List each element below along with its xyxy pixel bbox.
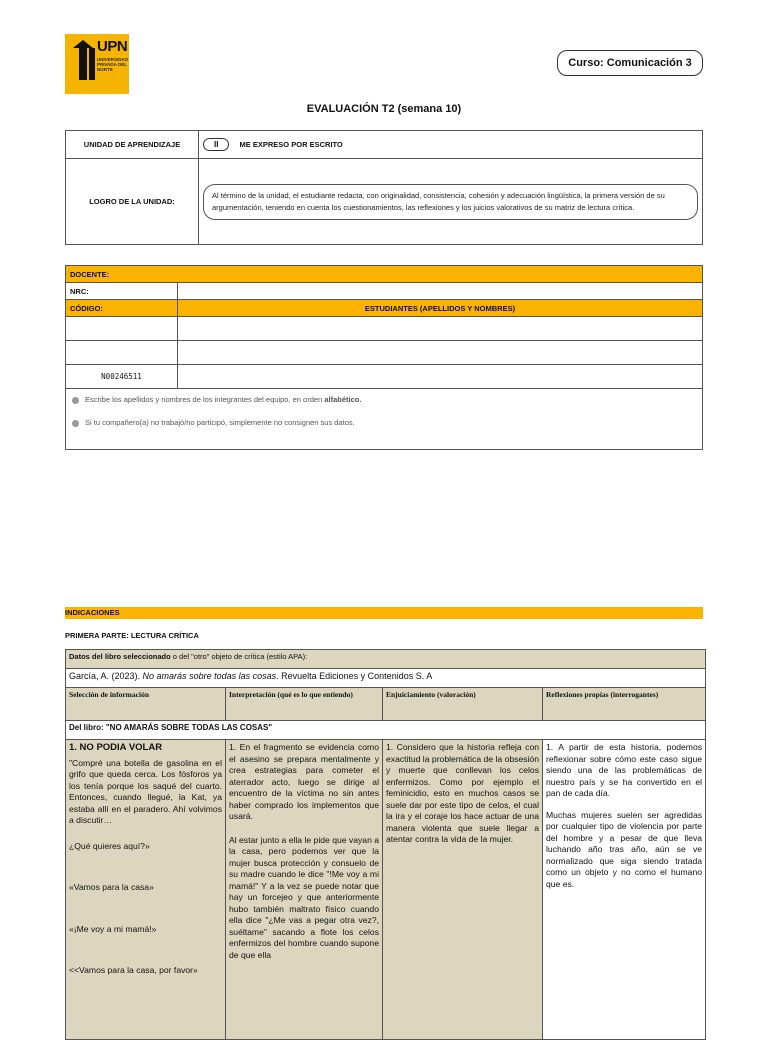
note-1: Escribe los apellidos y nombres de los integrantes del equipo, en orden alfabético. <box>72 395 696 404</box>
codigo-label: CÓDIGO: <box>66 300 178 317</box>
logo-subtext: UNIVERSIDAD PRIVADA DEL NORTE <box>97 57 129 72</box>
seleccion-p3: «Vamos para la casa» <box>69 882 154 892</box>
nrc-value[interactable] <box>178 283 703 300</box>
col-header-seleccion: Selección de información <box>66 688 226 721</box>
team-notes <box>66 389 703 450</box>
logro-cell <box>199 159 703 245</box>
unidad-number: II <box>203 138 229 151</box>
bullet-icon <box>72 420 79 427</box>
estudiantes-label: ESTUDIANTES (APELLIDOS Y NOMBRES) <box>178 300 703 317</box>
apa-citation[interactable]: García, A. (2023). No amarás sobre todas las cosas. Revuelta Ediciones y Contenidos S. A <box>66 669 706 688</box>
note-2: Si tu compañero(a) no trabajó/no participó, simplemente no consignen sus datos. <box>72 418 696 427</box>
logo-text: UPN <box>97 38 128 55</box>
interpretacion-p1: 1. En el fragmento se evidencia como el asesino se prepara mentalmente y crea estrategias para cometer el aterrador acto, luego se dirige al encuentro de la víctima no sin antes haber comprado los implementos que usará. <box>229 742 379 821</box>
unit-table <box>65 130 703 245</box>
page-title: EVALUACIÓN T2 (semana 10) <box>306 103 462 115</box>
student-name[interactable] <box>178 341 703 365</box>
reflexiones-p2: Muchas mujeres suelen ser agredidas por cualquier tipo de violencia por parte del hombre y a pesar de que lleva luchando año tras año, aún se ve normalizado que siga siendo tratada como un objeto y no como el humano que es. <box>546 809 703 889</box>
datos-label: Datos del libro seleccionado o del "otro" objeto de crítica (estilo APA): <box>66 650 706 669</box>
bullet-icon <box>72 397 79 404</box>
nrc-label: NRC: <box>66 283 178 300</box>
seleccion-p1: "Compré una botella de gasolina en el grifo que queda cerca. Los fósforos ya los tenía porque los saqué del cuarto. Entonces, cuando llegué, la Kat, ya estaba allí en el paradero. Ahí volvimos a discutir… <box>69 757 222 825</box>
course-badge: Curso: Comunicación 3 <box>557 50 703 76</box>
reflexiones-cell[interactable] <box>543 740 706 1040</box>
del-libro-row: Del libro: "NO AMARÁS SOBRE TODAS LAS COSAS" <box>66 721 706 740</box>
reflexiones-p1: 1. A partir de esta historia, podemos reflexionar sobre cómo este caso sigue siendo una de las problemáticas de nuestro país y se ha convertido en el pan de cada día. <box>546 742 703 798</box>
primera-parte-title: PRIMERA PARTE: LECTURA CRÍTICA <box>65 631 199 640</box>
unidad-cell <box>199 131 703 159</box>
seleccion-p5: <<Vamos para la casa, por favor» <box>69 965 198 975</box>
critica-table <box>65 649 706 1040</box>
col-header-enjuiciamiento: Enjuiciamiento (valoración) <box>383 688 543 721</box>
unidad-label: UNIDAD DE APRENDIZAJE <box>66 131 199 159</box>
logro-text: Al término de la unidad, el estudiante redacta, con originalidad, consistencia, cohesión y adecuación lingüística, la primera versión de su argumentación, teniendo en cuenta los cuestionamientos, las reflexiones y los juicios valorativos de su matriz de lectura crítica. <box>203 184 698 220</box>
interpretacion-cell[interactable] <box>226 740 383 1040</box>
student-code[interactable]: N00246511 <box>66 365 178 389</box>
student-code[interactable] <box>66 317 178 341</box>
logro-label: LOGRO DE LA UNIDAD: <box>66 159 199 245</box>
col-header-reflexiones: Reflexiones propias (interrogantes) <box>543 688 706 721</box>
indicaciones-bar: INDICACIONES <box>65 607 703 619</box>
seleccion-title: 1. NO PODIA VOLAR <box>69 742 163 753</box>
col-header-interpretacion: Interpretación (qué es lo que entiendo) <box>226 688 383 721</box>
docente-label: DOCENTE: <box>66 266 703 283</box>
student-name[interactable] <box>178 317 703 341</box>
student-code[interactable] <box>66 341 178 365</box>
enjuiciamiento-cell[interactable] <box>383 740 543 1040</box>
enjuiciamiento-p1: 1. Considero que la historia refleja con exactitud la problemática de la obsesión y muerte que conllevan los celos enfermizos. Como por ejemplo el feminicidio, esto en muchos casos se suele dar por este tipo de celos, el cual la ira y el coraje los hace actuar de una manera violenta que suele llegar a atentar contra la vida de la mujer. <box>386 742 539 844</box>
unidad-name: ME EXPRESO POR ESCRITO <box>239 140 343 149</box>
seleccion-p4: «¡Me voy a mi mamá!» <box>69 923 157 934</box>
interpretacion-p2: Al estar junto a ella le pide que vayan a la casa, pero podemos ver que la mujer busca protección y consuelo de su madre cuando le dice "!Me voy a mi mamá!" Y a la vez se puede notar que hay un forcejeo y que anteriormente hubo también maltrato físico cuando ella dice "¿Me vas a pegar otra vez?, suéltame" sacando a flote los celos enfermizos del hombre cuando supone de que ella <box>229 834 380 960</box>
seleccion-p2: ¿Qué quieres aquí?» <box>69 840 150 851</box>
seleccion-cell[interactable] <box>66 740 226 1040</box>
student-name[interactable] <box>178 365 703 389</box>
team-table <box>65 265 703 450</box>
